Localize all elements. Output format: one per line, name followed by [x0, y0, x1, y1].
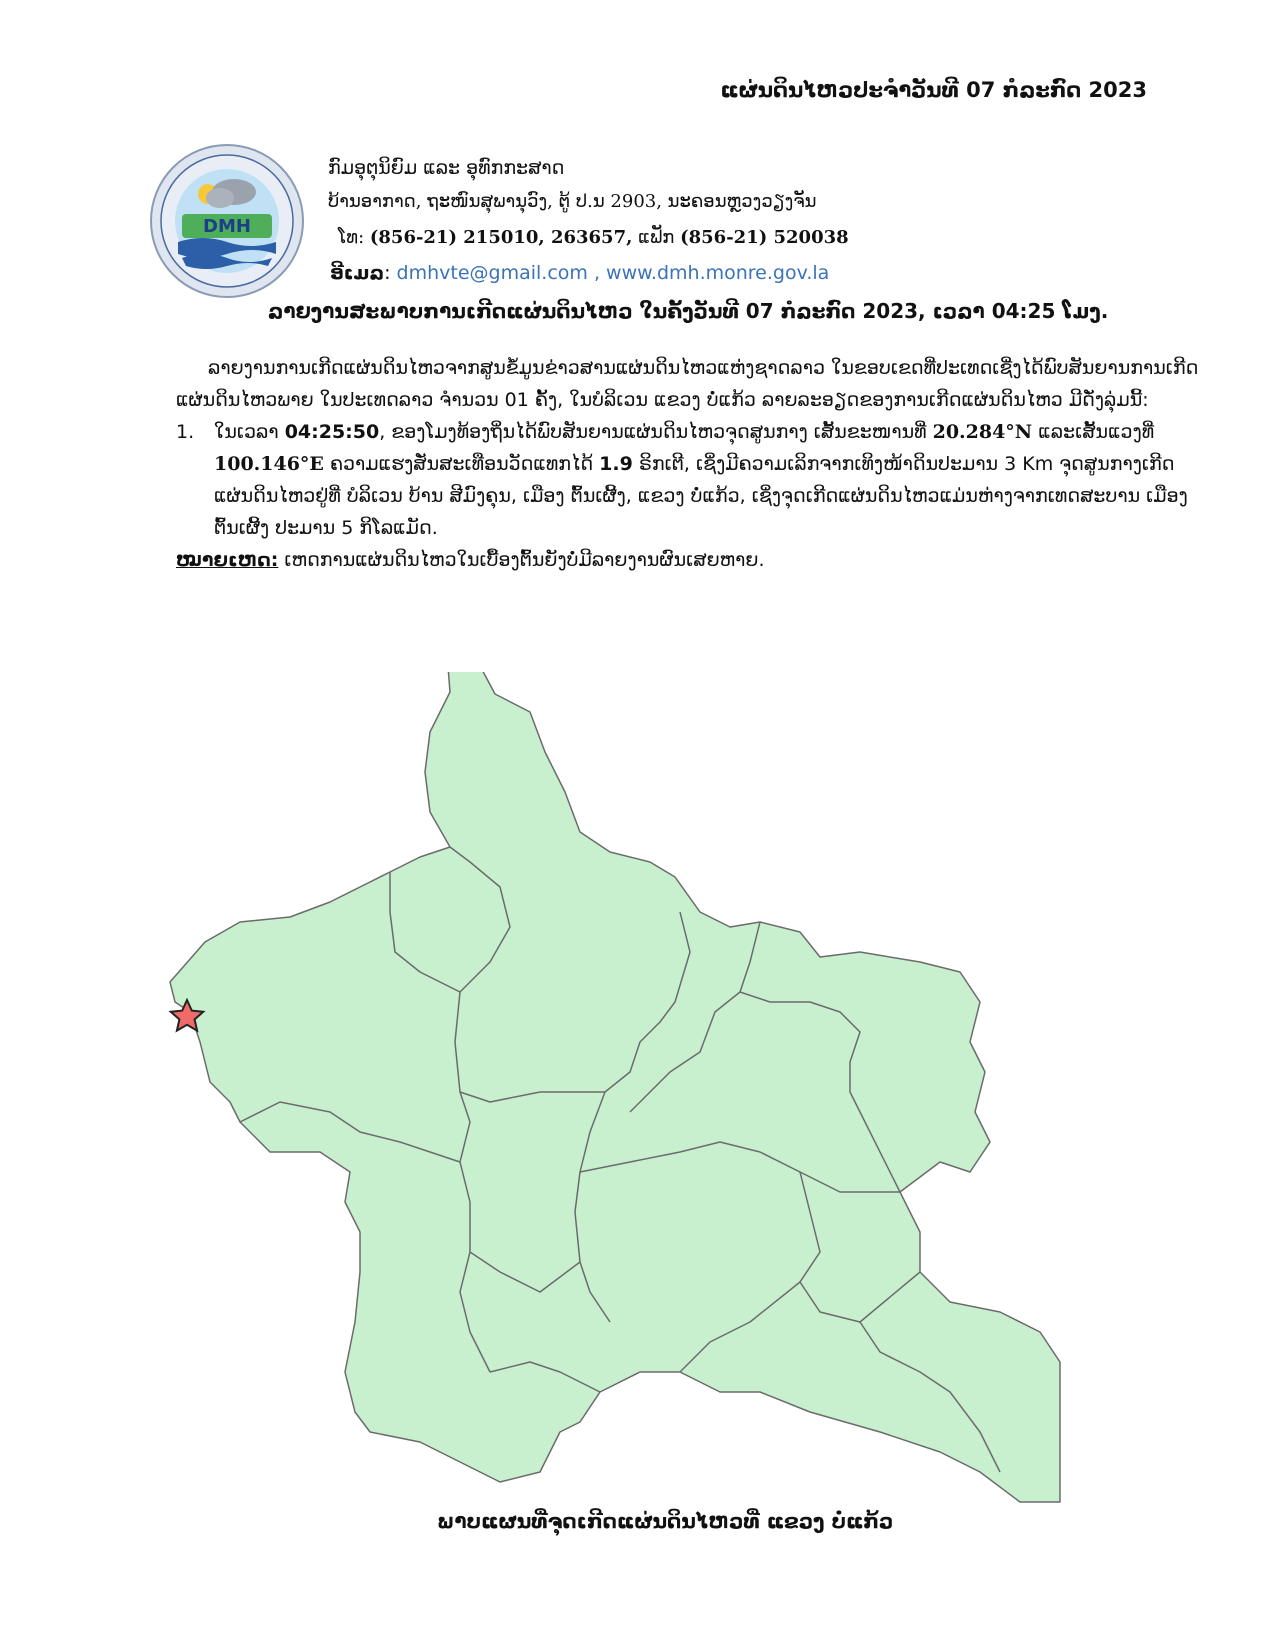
fax-label: ແຟັກ [638, 227, 675, 248]
province-map [160, 672, 1120, 1572]
org-phone [338, 227, 849, 248]
note-label: ໝາຍເຫດ: [176, 549, 279, 571]
note-text: ເຫດການແຜ່ນດິນໄຫວໃນເບື້ອງຕົ້ນຍັງບໍ່ມີລາຍງານຜົນເສຍຫາຍ. [278, 549, 765, 571]
email-label: ອີເມລ [330, 262, 385, 284]
item-text: ຣິກເຕີ, ເຊິ່ງມີຄວາມເລິກຈາກເທິງໜ້າດິນປະມານ 3 Km ຈຸດສູນກາງເກີດແຜ່ນດິນໄຫວຢູ່ທີ່ ບໍລິເວນ ບ້ານ ສີມົງຄຸນ, ເມືອງ ຕົ້ນເຜີ້ງ, ແຂວງ ບໍ່ແກ້ວ, ເຊິ່ງຈຸດເກີດແຜ່ນດິນໄຫວແມ່ນຫ່າງຈາກເທດສະບານ ເມືອງ ຕົ້ນເຜີ້ງ ປະມານ 5 ກິໂລແມັດ. [214, 453, 1188, 539]
tel-numbers: (856-21) 215010, 263657, [369, 227, 633, 248]
item-text: , ຂອງໂມງທ້ອງຖິ່ນໄດ້ພົບສັນຍານແຜ່ນດິນໄຫວຈຸດສູນກາງ ເສັ້ນຂະໜານທີ່ [379, 421, 933, 443]
event-latitude: 20.284°N [932, 421, 1033, 443]
event-longitude: 100.146°E [214, 453, 324, 475]
note [176, 544, 1206, 576]
item-text: ແລະເສັ້ນແວງທີ່ [1032, 421, 1155, 443]
event-time: 04:25:50 [284, 421, 380, 443]
logo-text: DMH [203, 216, 251, 237]
map-region-outline [170, 672, 1060, 1502]
dmh-logo [148, 142, 306, 300]
org-contact: ອີເມລ: dmhvte@gmail.com , www.dmh.monre.gov.la [330, 262, 830, 284]
document-date: ແຜ່ນດິນໄຫວປະຈຳວັນທີ 07 ກໍລະກົດ 2023 [720, 78, 1147, 102]
item-text: ຄວາມແຮງສັ່ນສະເທືອນວັດແທກໄດ້ [323, 453, 600, 475]
report-body [176, 352, 1206, 576]
item-text: ໃນເວລາ [214, 421, 285, 443]
report-title: ລາຍງານສະພາບການເກີດແຜ່ນດິນໄຫວ ໃນຄັ້ງວັນທີ 07 ກໍລະກົດ 2023, ເວລາ 04:25 ໂມງ. [268, 299, 1109, 323]
event-list [176, 416, 1206, 544]
list-item [176, 416, 1206, 544]
org-address: ບ້ານອາກາດ, ຖະໜົນສຸພານຸວົງ, ຕູ້ ປ.ນ 2903, ນະຄອນຫຼວງວຽງຈັນ [328, 191, 817, 212]
tel-label: ໂທ: [338, 227, 365, 248]
email-link[interactable]: dmhvte@gmail.com [396, 262, 588, 284]
intro-paragraph: ລາຍງານການເກີດແຜ່ນດິນໄຫວຈາກສູນຂໍ້ມູນຂ່າວສານແຜ່ນດິນໄຫວແຫ່ງຊາດລາວ ໃນຂອບເຂດທີ່ປະເທດເຊີ່ງໄດ້ພົບສັນຍານການເກີດແຜ່ນດິນໄຫວພາຍ ໃນປະເທດລາວ ຈຳນວນ 01 ຄັ້ງ, ໃນບໍລິເວນ ແຂວງ ບໍ່ແກ້ວ ລາຍລະອຽດຂອງການເກີດແຜ່ນດິນໄຫວ ມີດັ່ງລຸ່ມນີ້: [176, 357, 1199, 411]
event-magnitude: 1.9 [599, 453, 633, 475]
contact-separator: , [593, 262, 600, 284]
fax-number: (856-21) 520038 [680, 227, 849, 248]
org-name: ກົມອຸຕຸນິຍົມ ແລະ ອຸທົກກະສາດ [328, 157, 565, 179]
map-caption: ພາບແຜນທີ່ຈຸດເກີດແຜ່ນດິນໄຫວທີ່ ແຂວງ ບໍ່ແກ້ວ [437, 1509, 894, 1533]
item-number: 1. [176, 421, 195, 443]
website-link[interactable]: www.dmh.monre.gov.la [606, 262, 830, 284]
